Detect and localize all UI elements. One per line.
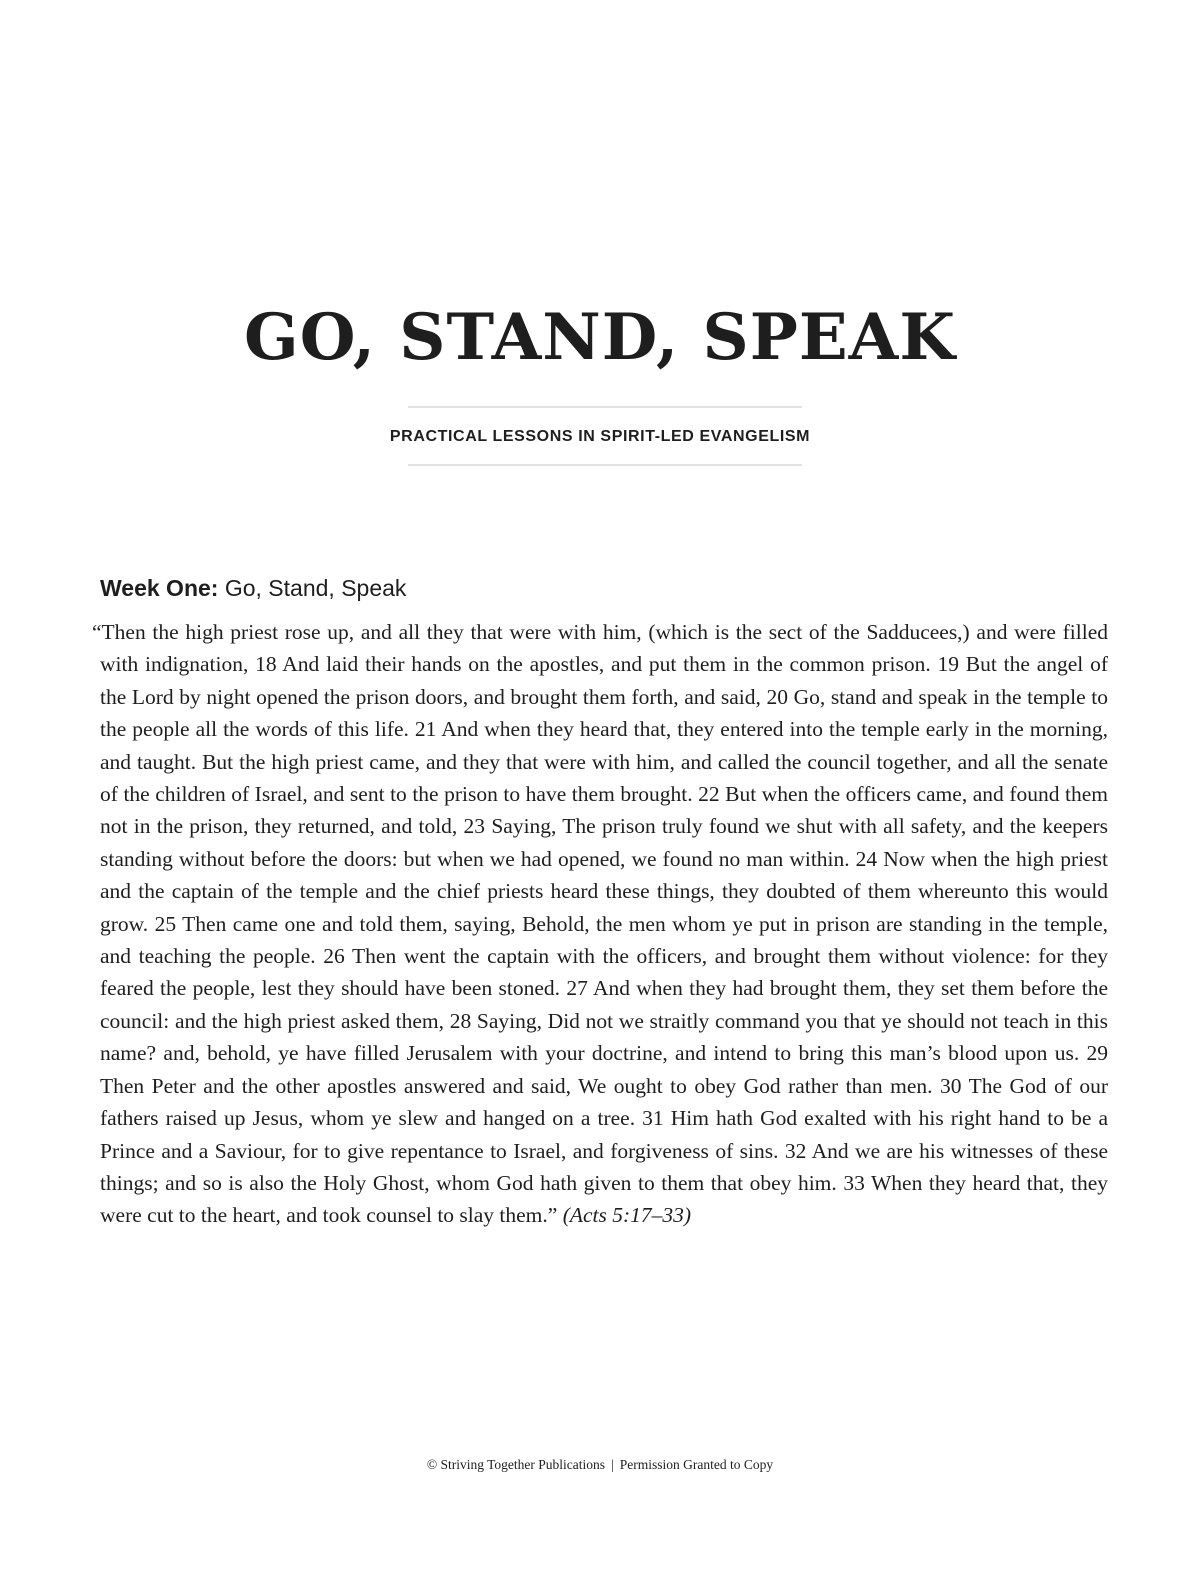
passage-text: Then the high priest rose up, and all they that were with him, (which is the sect of the Sadducees,) and were filled with indignation, 18 And laid their hands on the apostles, and put them in the common prison. 19 But the angel of the Lord by night opened the prison doors, and brought them forth, and said, 20 Go, stand and speak in the temple to the people all the words of this life. 21 And when they heard that, they entered into the temple early in the morning, and taught. But the high priest came, and they that were with him, and called the council together, and all the senate of the children of Israel, and sent to the prison to have them brought. 22 But when the officers came, and found them not in the prison, they returned, and told, 23 Saying, The prison truly found we shut with all safety, and the keepers standing without before the doors: but when we had opened, we found no man within. 24 Now when the high priest and the captain of the temple and the chief priests heard these things, they doubted of them whereunto this would grow. 25 Then came one and told them, saying, Behold, the men whom ye put in prison are standing in the temple, and teaching the people. 26 Then went the captain with the officers, and brought them without violence: for they feared the people, lest they should have been stoned. 27 And when they had brought them, they set them before the council: and the high priest asked them, 28 Saying, Did not we straitly command you that ye should not teach in this name? and, behold, ye have filled Jerusalem with your doctrine, and intend to bring this man’s blood upon us. 29 Then Peter and the other apostles answered and said, We ought to obey God rather than men. 30 The God of our fathers raised up Jesus, whom ye slew and hanged on a tree. 31 Him hath God exalted with his right hand to be a Prince and a Saviour, for to give repentance to Israel, and forgiveness of sins. 32 And we are his witnesses of these things; and so is also the Holy Ghost, whom God hath given to them that obey him. 33 When they heard that, they were cut to the heart, and took counsel to slay them. bbox=[100, 620, 1108, 1228]
week-heading bbox=[100, 573, 406, 603]
page-subtitle: PRACTICAL LESSONS IN SPIRIT-LED EVANGELISM bbox=[389, 428, 811, 445]
week-title: Go, Stand, Speak bbox=[224, 575, 407, 601]
subtitle-top-rule bbox=[408, 406, 802, 408]
subtitle-bottom-rule bbox=[408, 464, 802, 466]
open-quote: “ bbox=[92, 620, 102, 644]
footer-permission: Permission Granted to Copy bbox=[619, 1457, 774, 1472]
page-title: GO, STAND, SPEAK bbox=[244, 300, 956, 375]
scripture-passage bbox=[92, 616, 1108, 1232]
scripture-reference: (Acts 5:17–33) bbox=[562, 1203, 692, 1228]
close-quote: ” bbox=[547, 1203, 558, 1228]
footer-copyright: © Striving Together Publications bbox=[426, 1457, 606, 1472]
week-label: Week One: bbox=[100, 575, 219, 601]
page-footer bbox=[0, 1456, 1200, 1474]
footer-separator: | bbox=[611, 1457, 614, 1472]
